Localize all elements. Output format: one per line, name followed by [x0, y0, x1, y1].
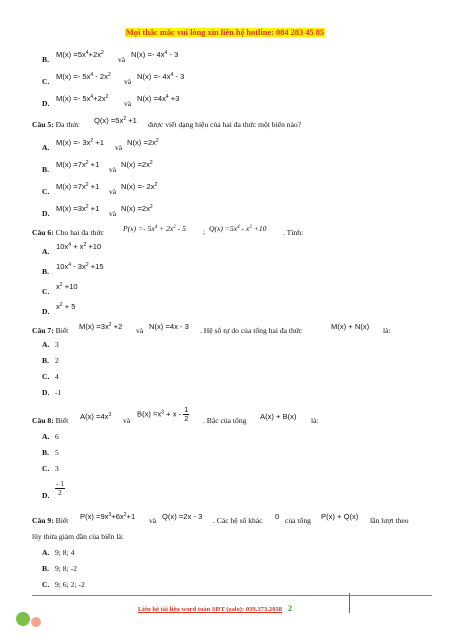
option-label: A. [42, 432, 50, 441]
option-label: B. [42, 55, 49, 64]
option-expression: $M(x) =- 5x^4+2x^2$ [56, 94, 109, 103]
option-expression-right: $N(x) =4x^4 +3$ [137, 94, 180, 103]
option-value: 9; 8; -2 [55, 564, 77, 573]
option-label: B. [42, 356, 49, 365]
question-number: Câu 8: [32, 416, 54, 425]
and-word: và [124, 77, 132, 86]
footer-contact[interactable]: Liên hệ tài liệu word toán SĐT (zalo): 039.373.2038 [137, 606, 283, 613]
option-expression-right: $N(x) =- 2x^2$ [121, 182, 158, 191]
and-word: và [115, 143, 123, 152]
question-text-mid: . Các hệ số khác [213, 516, 263, 525]
option-expression: $10x^4 + x^2 +10$ [56, 242, 102, 251]
option-label: A. [42, 340, 50, 349]
option-expression: $M(x) =- 5x^4 - 2x^2$ [56, 72, 111, 81]
option-label: D. [42, 99, 50, 108]
question-number: Câu 5: [32, 120, 54, 129]
question-text: Đa thức [55, 120, 80, 129]
polynomial-sum: A(x) + B(x) [260, 412, 297, 421]
page-number: 2 [288, 604, 292, 613]
question-text: Biết [55, 326, 69, 335]
option-label: D. [42, 388, 50, 397]
polynomial-a: $A(x) =4x^3$ [80, 412, 112, 421]
option-expression: $M(x) =7x^2 +1$ [56, 182, 100, 191]
option-value: 6 [55, 432, 59, 441]
and-word: và [123, 416, 131, 425]
polynomial-p: $P(x) =- 5x^4 + 2x^2 - 5$ [123, 224, 186, 233]
question-text: Cho hai đa thức [55, 228, 104, 237]
question-polynomial: $Q(x) =5x^2 +1$ [94, 116, 137, 125]
polynomial-m: $M(x) =3x^2 +2$ [79, 322, 123, 331]
option-expression-right: $N(x) =- 4x^4 - 3$ [131, 50, 179, 59]
option-expression: $M(x) =5x^4+2x^2$ [56, 50, 104, 59]
option-value: -1 [55, 388, 62, 397]
polynomial-n: N(x) =4x - 3 [149, 322, 189, 331]
question-text: Biết [55, 516, 69, 525]
option-value: 5 [55, 448, 59, 457]
question-text-after: . Tính: [283, 228, 304, 237]
fraction-half: $\frac{1}{2}$ [184, 405, 189, 423]
and-word: và [136, 326, 144, 335]
option-value: 3 [55, 464, 59, 473]
footer-separator [349, 593, 350, 613]
footer-divider [32, 595, 432, 596]
polynomial-q: Q(x) =2x - 3 [162, 512, 203, 521]
option-expression: $x^2 + 5$ [56, 302, 76, 311]
option-label: D. [42, 491, 50, 500]
option-label: C. [42, 187, 50, 196]
option-value: 2 [55, 356, 59, 365]
option-expression-right: $N(x) =2x^2$ [127, 138, 159, 147]
option-expression-right: $N(x) =2x^2$ [121, 160, 153, 169]
option-label: C. [42, 77, 50, 86]
question-text-after: lần lượt theo [370, 516, 409, 525]
and-word: và [109, 209, 117, 218]
question-text-after: là: [383, 326, 391, 335]
question-number: Câu 9: [32, 516, 54, 525]
polynomial-q: $Q(x) =5x^4 - x^2 +10$ [209, 224, 267, 233]
option-label: A. [42, 548, 50, 557]
option-expression-right: $N(x) =2x^2$ [121, 204, 153, 213]
option-label: A. [42, 247, 50, 256]
option-label: A. [42, 143, 50, 152]
question-number: Câu 6: [32, 228, 54, 237]
hotline-text: Mọi thắc mắc vui lòng xin liên hệ hotline: 084 283 45 85 [125, 28, 325, 37]
and-word: và [118, 55, 126, 64]
question-text-line2: lũy thừa giảm dần của biến là: [32, 532, 124, 541]
option-expression-right: $N(x) =- 4x^4 - 3$ [137, 72, 185, 81]
option-label: B. [42, 165, 49, 174]
option-label: B. [42, 564, 49, 573]
hotline-banner [0, 28, 450, 37]
option-value: 9; 6; 2; -2 [55, 580, 85, 589]
option-label: C. [42, 287, 50, 296]
option-fraction: $\frac{- 1}{2}$ [56, 479, 65, 497]
option-label: D. [42, 209, 50, 218]
question-text-after: được viết dạng hiệu của hai đa thức một biến nào? [148, 120, 302, 129]
polynomial-b: $B(x) =x^3 + x$ - $\frac{1}{2}$ [137, 405, 189, 423]
polynomial-sum: M(x) + N(x) [331, 322, 370, 331]
and-word: và [109, 187, 117, 196]
zero-value: 0 [275, 512, 280, 521]
and-word: và [109, 165, 117, 174]
polynomial-p: $P(x) =9x^3+6x^2+1$ [80, 512, 136, 521]
option-expression: $M(x) =3x^2 +1$ [56, 204, 100, 213]
option-expression: $10x^4 - 3x^2 +15$ [56, 262, 104, 271]
option-expression: $M(x) =7x^2 +1$ [56, 160, 100, 169]
option-value: 9; 8; 4 [55, 548, 75, 557]
separator: ; [203, 227, 206, 236]
option-label: C. [42, 580, 50, 589]
option-label: B. [42, 267, 49, 276]
question-text-mid: . Bậc của tổng [203, 416, 247, 425]
question-text-mid2: của tổng [285, 516, 311, 525]
polynomial-sum: P(x) + Q(x) [321, 512, 359, 521]
and-word: và [149, 516, 157, 525]
option-expression: $x^2 +10$ [56, 282, 78, 291]
question-text-after: là: [311, 416, 319, 425]
question-text: Biết [55, 416, 69, 425]
option-label: C. [42, 464, 50, 473]
option-expression: $M(x) =- 3x^2 +1$ [56, 138, 104, 147]
option-value: 4 [55, 372, 59, 381]
question-number: Câu 7: [32, 326, 54, 335]
and-word: và [124, 99, 132, 108]
question-text-mid: . Hệ số tự do của tổng hai đa thức [200, 326, 303, 335]
option-label: C. [42, 372, 50, 381]
option-value: 3 [55, 340, 59, 349]
option-label: B. [42, 448, 49, 457]
option-label: D. [42, 307, 50, 316]
